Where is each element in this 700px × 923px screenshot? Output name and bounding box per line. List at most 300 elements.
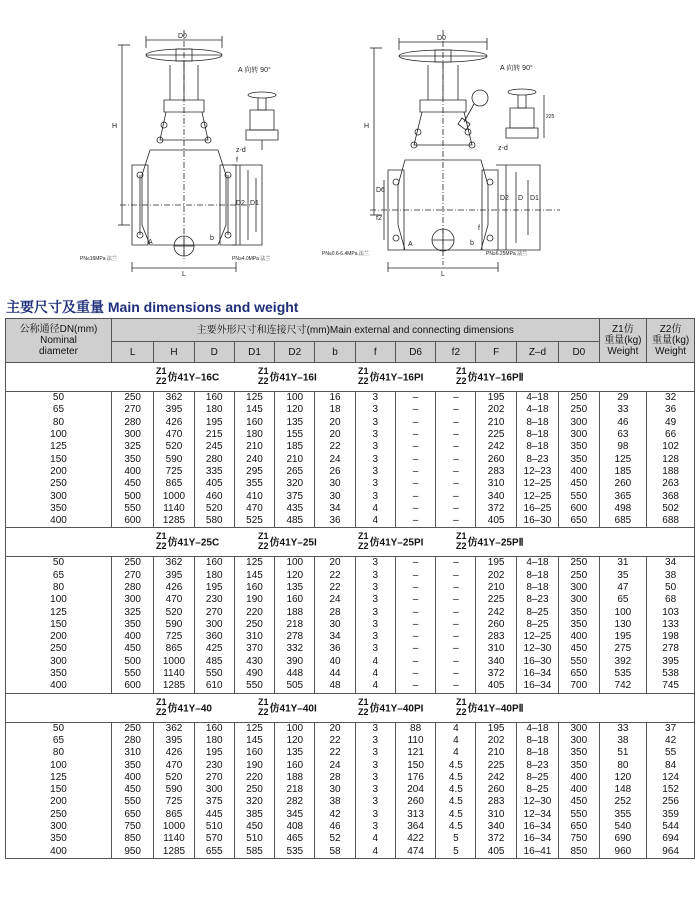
- table-cell: 1140: [154, 503, 194, 515]
- table-cell: 580: [194, 515, 234, 528]
- table-cell: 180: [234, 429, 274, 441]
- table-cell: 22: [315, 582, 355, 594]
- table-cell: 3: [355, 784, 395, 796]
- table-cell: 360: [194, 631, 234, 643]
- table-cell: 1285: [154, 680, 194, 693]
- table-cell: 40: [315, 656, 355, 668]
- table-cell: 300: [559, 722, 599, 735]
- table-cell: 120: [275, 570, 315, 582]
- table-cell: 50: [647, 582, 695, 594]
- table-cell: 250: [111, 557, 153, 570]
- table-cell: 125: [6, 772, 112, 784]
- table-cell: 350: [559, 747, 599, 759]
- table-cell: 110: [395, 735, 435, 747]
- table-cell: 300: [6, 490, 112, 502]
- table-row: [6, 606, 695, 618]
- table-cell: 98: [599, 441, 647, 453]
- table-cell: 242: [476, 772, 516, 784]
- table-cell: 26: [315, 466, 355, 478]
- table-cell: –: [395, 417, 435, 429]
- table-cell: 8–18: [516, 582, 558, 594]
- table-cell: 225: [476, 594, 516, 606]
- table-cell: 185: [275, 441, 315, 453]
- table-row: [6, 809, 695, 821]
- right-l-label: L: [441, 271, 445, 278]
- valve-drawings: [0, 0, 700, 290]
- table-cell: 130: [599, 619, 647, 631]
- table-cell: 188: [275, 772, 315, 784]
- table-cell: 195: [599, 631, 647, 643]
- table-cell: 250: [234, 784, 274, 796]
- table-row: [6, 643, 695, 655]
- table-cell: 188: [647, 466, 695, 478]
- table-cell: 1140: [154, 833, 194, 845]
- left-zd-label: z-d: [236, 147, 246, 154]
- table-cell: 195: [194, 582, 234, 594]
- table-cell: –: [395, 619, 435, 631]
- table-cell: –: [436, 619, 476, 631]
- table-cell: 37: [647, 722, 695, 735]
- table-cell: 4: [355, 668, 395, 680]
- table-cell: 240: [234, 453, 274, 465]
- table-cell: 426: [154, 582, 194, 594]
- table-cell: 1000: [154, 490, 194, 502]
- table-cell: 265: [275, 466, 315, 478]
- table-cell: –: [436, 404, 476, 416]
- table-cell: 55: [647, 747, 695, 759]
- table-cell: 425: [194, 643, 234, 655]
- table-cell: 215: [194, 429, 234, 441]
- table-cell: 350: [111, 453, 153, 465]
- table-cell: 4.5: [436, 796, 476, 808]
- table-cell: 540: [599, 821, 647, 833]
- table-cell: 283: [476, 466, 516, 478]
- table-row: [6, 570, 695, 582]
- table-cell: 3: [355, 821, 395, 833]
- table-cell: 345: [275, 809, 315, 821]
- table-cell: 210: [476, 417, 516, 429]
- table-cell: 88: [395, 722, 435, 735]
- table-cell: 474: [395, 846, 435, 859]
- col-header: D2: [275, 342, 315, 363]
- table-cell: 12–34: [516, 809, 558, 821]
- table-cell: 250: [559, 392, 599, 405]
- model-label: Z1 Z2 仿41Y–16I: [258, 366, 317, 386]
- model-label: Z1 Z2 仿41Y–16PⅡ: [456, 366, 524, 386]
- table-cell: 355: [234, 478, 274, 490]
- table-cell: 8–18: [516, 417, 558, 429]
- table-cell: 395: [154, 735, 194, 747]
- right-note-right: PN≥6.25MPa 法兰: [486, 251, 528, 257]
- table-cell: 65: [6, 735, 112, 747]
- table-cell: 135: [275, 582, 315, 594]
- table-cell: 750: [559, 833, 599, 845]
- table-cell: 395: [647, 656, 695, 668]
- table-cell: 405: [194, 478, 234, 490]
- table-cell: 745: [647, 680, 695, 693]
- table-cell: 8–25: [516, 784, 558, 796]
- table-cell: 3: [355, 478, 395, 490]
- table-cell: 1140: [154, 668, 194, 680]
- table-cell: 12–23: [516, 466, 558, 478]
- table-cell: 385: [234, 809, 274, 821]
- table-cell: 450: [111, 478, 153, 490]
- table-cell: 544: [647, 821, 695, 833]
- table-cell: 400: [111, 631, 153, 643]
- table-cell: 650: [111, 809, 153, 821]
- table-cell: 1000: [154, 821, 194, 833]
- table-cell: 22: [315, 747, 355, 759]
- table-cell: 280: [111, 417, 153, 429]
- table-cell: 4: [436, 735, 476, 747]
- table-cell: 47: [599, 582, 647, 594]
- table-cell: 24: [315, 453, 355, 465]
- table-cell: 148: [599, 784, 647, 796]
- table-cell: 33: [599, 404, 647, 416]
- table-cell: 190: [234, 594, 274, 606]
- table-cell: 3: [355, 772, 395, 784]
- table-cell: 20: [315, 417, 355, 429]
- table-cell: 280: [194, 453, 234, 465]
- table-cell: 450: [111, 643, 153, 655]
- table-cell: 400: [111, 772, 153, 784]
- table-cell: 275: [599, 643, 647, 655]
- table-cell: 12–30: [516, 643, 558, 655]
- table-cell: 3: [355, 809, 395, 821]
- table-row: [6, 722, 695, 735]
- table-cell: 300: [559, 594, 599, 606]
- table-cell: 22: [315, 735, 355, 747]
- table-cell: 690: [599, 833, 647, 845]
- table-cell: 450: [234, 821, 274, 833]
- table-cell: 332: [275, 643, 315, 655]
- table-cell: 145: [234, 735, 274, 747]
- table-cell: 405: [476, 515, 516, 528]
- table-cell: 650: [559, 668, 599, 680]
- table-cell: 3: [355, 582, 395, 594]
- table-cell: 3: [355, 606, 395, 618]
- table-cell: 125: [599, 453, 647, 465]
- table-cell: 8–18: [516, 429, 558, 441]
- table-cell: 400: [111, 466, 153, 478]
- left-view-label: A 向转 90°: [238, 67, 271, 74]
- table-cell: 450: [559, 478, 599, 490]
- table-cell: –: [395, 478, 435, 490]
- right-zd-label: z-d: [498, 145, 508, 152]
- table-cell: 850: [111, 833, 153, 845]
- table-cell: 44: [315, 668, 355, 680]
- left-d1-label: D1: [250, 200, 259, 207]
- table-cell: 50: [6, 722, 112, 735]
- table-cell: 100: [6, 759, 112, 771]
- model-label: Z1 Z2 仿41Y–40: [156, 696, 212, 717]
- table-cell: –: [395, 680, 435, 693]
- table-cell: 405: [476, 846, 516, 859]
- table-cell: 120: [275, 735, 315, 747]
- table-cell: 270: [111, 404, 153, 416]
- table-cell: 80: [6, 417, 112, 429]
- table-row: [6, 582, 695, 594]
- right-a-label: A: [408, 241, 413, 248]
- table-row: [6, 557, 695, 570]
- table-cell: 400: [6, 515, 112, 528]
- table-cell: 34: [315, 503, 355, 515]
- model-label: Z1 Z2 仿41Y–25C: [156, 531, 220, 552]
- table-cell: 202: [476, 570, 516, 582]
- table-cell: 250: [6, 478, 112, 490]
- table-cell: 590: [154, 619, 194, 631]
- table-cell: 250: [559, 570, 599, 582]
- col-header: D6: [395, 342, 435, 363]
- table-row: [6, 735, 695, 747]
- main-dims-header: 主要外形尺寸和连接尺寸(mm)Main external and connecting dimensions: [111, 319, 599, 342]
- table-cell: 195: [194, 417, 234, 429]
- table-cell: 8–25: [516, 772, 558, 784]
- table-cell: 200: [6, 796, 112, 808]
- table-cell: 725: [154, 466, 194, 478]
- table-cell: 30: [315, 478, 355, 490]
- table-cell: 742: [599, 680, 647, 693]
- table-cell: 3: [355, 490, 395, 502]
- table-cell: 320: [234, 796, 274, 808]
- model-label: Z1 Z2 仿41Y–40I: [258, 696, 317, 717]
- table-cell: 195: [476, 557, 516, 570]
- table-cell: 685: [599, 515, 647, 528]
- table-cell: 4: [355, 846, 395, 859]
- table-cell: 3: [355, 570, 395, 582]
- table-row: [6, 490, 695, 502]
- table-cell: 160: [275, 759, 315, 771]
- table-cell: 125: [234, 722, 274, 735]
- table-cell: 3: [355, 619, 395, 631]
- table-cell: 550: [559, 809, 599, 821]
- table-row: [6, 417, 695, 429]
- table-cell: 18: [315, 404, 355, 416]
- table-cell: 100: [6, 429, 112, 441]
- table-cell: 220: [234, 772, 274, 784]
- table-cell: 4.5: [436, 821, 476, 833]
- table-cell: 400: [6, 680, 112, 693]
- table-cell: 865: [154, 643, 194, 655]
- table-cell: 350: [559, 453, 599, 465]
- table-cell: 65: [6, 570, 112, 582]
- model-label: Z1 Z2 仿41Y–25I: [258, 531, 317, 552]
- table-cell: 550: [194, 668, 234, 680]
- table-cell: 49: [647, 417, 695, 429]
- table-cell: 46: [599, 417, 647, 429]
- col-header: D: [194, 342, 234, 363]
- table-cell: 8–18: [516, 735, 558, 747]
- table-cell: 725: [154, 631, 194, 643]
- table-cell: 4: [355, 833, 395, 845]
- table-cell: –: [395, 404, 435, 416]
- table-cell: –: [436, 429, 476, 441]
- table-cell: 124: [647, 772, 695, 784]
- table-cell: 964: [647, 846, 695, 859]
- table-cell: 125: [6, 606, 112, 618]
- table-cell: 198: [647, 631, 695, 643]
- table-cell: 510: [234, 833, 274, 845]
- table-cell: 470: [154, 429, 194, 441]
- right-d1-label: D1: [530, 195, 539, 202]
- table-cell: 490: [234, 668, 274, 680]
- table-cell: 80: [599, 759, 647, 771]
- table-cell: 460: [194, 490, 234, 502]
- table-cell: 16–41: [516, 846, 558, 859]
- table-cell: 8–18: [516, 747, 558, 759]
- table-cell: 250: [559, 404, 599, 416]
- table-cell: 520: [154, 772, 194, 784]
- left-note-left: PN≤16MPa 法兰: [80, 256, 117, 262]
- table-cell: 350: [111, 619, 153, 631]
- table-cell: 550: [559, 656, 599, 668]
- table-cell: 5: [436, 846, 476, 859]
- table-cell: 335: [194, 466, 234, 478]
- table-cell: 28: [315, 772, 355, 784]
- table-cell: 550: [559, 490, 599, 502]
- table-cell: 12–30: [516, 796, 558, 808]
- table-cell: 535: [599, 668, 647, 680]
- table-cell: 405: [476, 680, 516, 693]
- right-b-label: b: [470, 240, 474, 247]
- model-group-row: [6, 363, 695, 392]
- table-cell: –: [395, 606, 435, 618]
- table-cell: –: [395, 466, 435, 478]
- table-row: [6, 656, 695, 668]
- table-cell: 250: [111, 722, 153, 735]
- table-cell: 408: [275, 821, 315, 833]
- table-cell: 4: [355, 503, 395, 515]
- table-cell: –: [436, 453, 476, 465]
- table-row: [6, 668, 695, 680]
- left-note-right: PN≥4.0MPa 法兰: [232, 256, 271, 262]
- table-cell: 395: [154, 570, 194, 582]
- table-cell: 410: [234, 490, 274, 502]
- right-d-label: D: [518, 195, 524, 202]
- table-cell: 538: [647, 668, 695, 680]
- dn-header: 公称通径DN(mm) Nominal diameter: [6, 319, 112, 363]
- table-cell: 362: [154, 557, 194, 570]
- table-cell: 400: [559, 772, 599, 784]
- table-cell: 125: [234, 557, 274, 570]
- table-cell: –: [436, 515, 476, 528]
- table-row: [6, 453, 695, 465]
- right-d6-label: D6: [376, 187, 385, 194]
- right-f-label: f: [478, 225, 480, 232]
- table-cell: 245: [194, 441, 234, 453]
- table-cell: 36: [315, 643, 355, 655]
- table-cell: –: [395, 490, 435, 502]
- table-cell: 200: [6, 466, 112, 478]
- table-cell: 152: [647, 784, 695, 796]
- right-h-label: H: [364, 123, 370, 130]
- table-cell: 29: [599, 392, 647, 405]
- table-cell: 270: [111, 570, 153, 582]
- table-cell: 520: [154, 441, 194, 453]
- table-cell: 340: [476, 821, 516, 833]
- table-cell: 300: [194, 619, 234, 631]
- table-cell: 42: [647, 735, 695, 747]
- model-label: Z1 Z2 仿41Y–16PI: [358, 366, 424, 386]
- table-cell: 4–18: [516, 557, 558, 570]
- table-cell: 125: [6, 441, 112, 453]
- table-cell: 103: [647, 606, 695, 618]
- table-cell: 300: [111, 594, 153, 606]
- table-cell: 395: [154, 404, 194, 416]
- table-cell: 4.5: [436, 772, 476, 784]
- table-cell: 66: [647, 429, 695, 441]
- table-cell: 470: [154, 594, 194, 606]
- table-cell: 1000: [154, 656, 194, 668]
- table-cell: 310: [476, 478, 516, 490]
- table-cell: –: [436, 668, 476, 680]
- table-cell: –: [436, 557, 476, 570]
- table-cell: 68: [647, 594, 695, 606]
- table-cell: 100: [275, 722, 315, 735]
- table-row: [6, 846, 695, 859]
- table-cell: 100: [599, 606, 647, 618]
- table-cell: –: [395, 515, 435, 528]
- col-header: D1: [234, 342, 274, 363]
- table-cell: 12–25: [516, 490, 558, 502]
- table-cell: 190: [234, 759, 274, 771]
- table-cell: 202: [476, 404, 516, 416]
- table-cell: –: [395, 582, 435, 594]
- table-cell: 310: [476, 809, 516, 821]
- table-cell: 42: [315, 809, 355, 821]
- model-group-row: [6, 528, 695, 557]
- table-cell: 155: [275, 429, 315, 441]
- table-cell: 325: [111, 606, 153, 618]
- table-cell: 4.5: [436, 784, 476, 796]
- table-cell: 160: [234, 747, 274, 759]
- table-cell: 390: [275, 656, 315, 668]
- table-cell: –: [395, 631, 435, 643]
- table-cell: 252: [599, 796, 647, 808]
- table-cell: 300: [6, 821, 112, 833]
- table-cell: 448: [275, 668, 315, 680]
- col-header: L: [111, 342, 153, 363]
- table-cell: 100: [275, 557, 315, 570]
- table-cell: 135: [275, 747, 315, 759]
- table-row: [6, 441, 695, 453]
- table-cell: 282: [275, 796, 315, 808]
- table-cell: 950: [111, 846, 153, 859]
- table-cell: 426: [154, 417, 194, 429]
- table-cell: 4: [355, 656, 395, 668]
- table-cell: 100: [6, 594, 112, 606]
- table-cell: 16–34: [516, 668, 558, 680]
- table-cell: 58: [315, 846, 355, 859]
- table-row: [6, 759, 695, 771]
- table-cell: –: [395, 668, 435, 680]
- table-cell: 3: [355, 429, 395, 441]
- z2-weight-header: Z2仿 重量(kg) Weight: [647, 319, 695, 363]
- table-cell: 850: [559, 846, 599, 859]
- table-cell: 256: [647, 796, 695, 808]
- table-cell: 3: [355, 643, 395, 655]
- table-cell: 655: [194, 846, 234, 859]
- table-cell: 310: [234, 631, 274, 643]
- table-cell: 300: [111, 429, 153, 441]
- table-cell: –: [395, 643, 435, 655]
- table-cell: 313: [395, 809, 435, 821]
- table-cell: –: [436, 441, 476, 453]
- table-cell: 260: [395, 796, 435, 808]
- table-cell: 300: [6, 656, 112, 668]
- table-row: [6, 503, 695, 515]
- table-row: [6, 404, 695, 416]
